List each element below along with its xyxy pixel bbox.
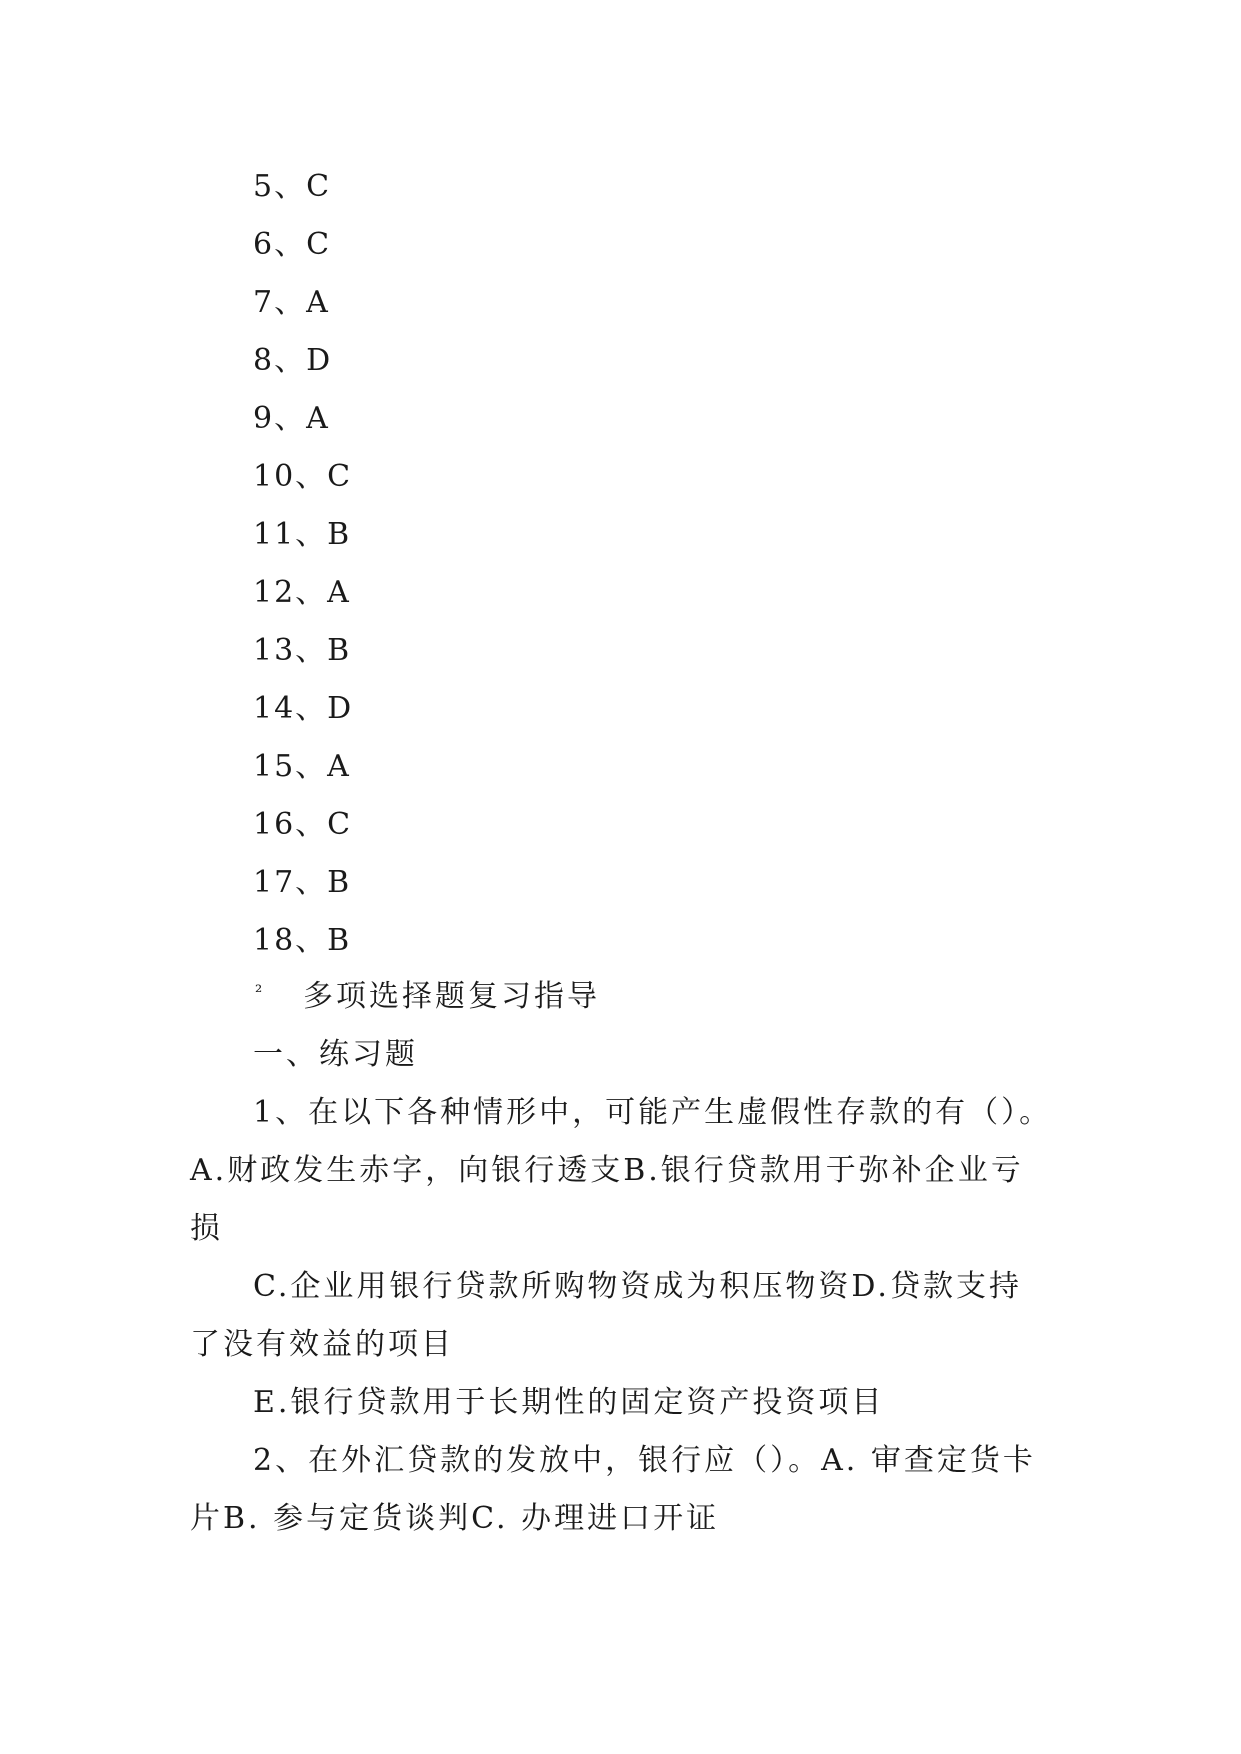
answer-item: 6、C — [253, 227, 332, 262]
answer-item: 12、A — [253, 575, 351, 610]
answer-item: 15、A — [253, 749, 351, 784]
answer-item: 16、C — [253, 807, 353, 842]
subsection-title: 一、练习题 — [253, 1037, 418, 1072]
question-1-line: C.企业用银行贷款所购物资成为积压物资D.贷款支持 — [253, 1269, 1022, 1304]
section-marker: ² — [255, 982, 263, 1003]
answer-item: 11、B — [253, 517, 352, 552]
question-1-line: E.银行贷款用于长期性的固定资产投资项目 — [253, 1385, 885, 1420]
answer-item: 17、B — [253, 865, 352, 900]
answer-item: 7、A — [253, 285, 330, 320]
answer-item: 14、D — [253, 691, 354, 726]
section-title: 多项选择题复习指导 — [303, 979, 600, 1014]
question-1-line: A.财政发生赤字，向银行透支B.银行贷款用于弥补企业亏 — [190, 1153, 1024, 1188]
answer-item: 18、B — [253, 923, 352, 958]
answer-item: 8、D — [253, 343, 333, 378]
answer-item: 5、C — [253, 169, 332, 204]
question-1-line: 损 — [190, 1211, 223, 1246]
answer-item: 13、B — [253, 633, 352, 668]
question-1-stem: 1、在以下各种情形中，可能产生虚假性存款的有（）。 — [253, 1095, 1053, 1130]
question-2-line: 片B. 参与定货谈判C. 办理进口开证 — [190, 1501, 720, 1536]
answer-item: 9、A — [253, 401, 330, 436]
answer-item: 10、C — [253, 459, 353, 494]
question-2-stem: 2、在外汇贷款的发放中，银行应（）。A. 审查定货卡 — [253, 1443, 1036, 1478]
question-1-line: 了没有效益的项目 — [190, 1327, 454, 1362]
